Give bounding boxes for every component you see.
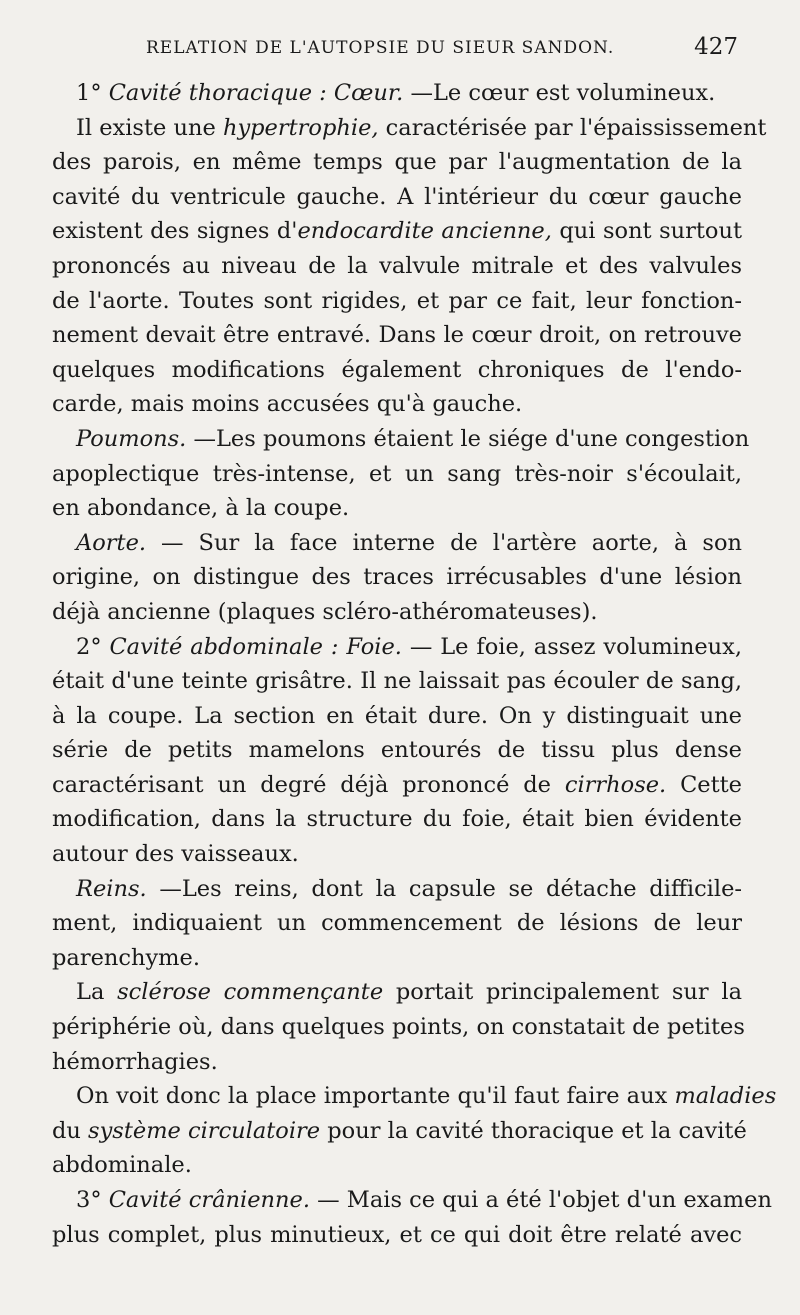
- body-text: [52, 76, 777, 1252]
- italic-text: Aorte.: [76, 529, 147, 556]
- text-span: abdominale.: [52, 1152, 192, 1179]
- italic-text: Cavité abdominale : Foie.: [109, 633, 402, 660]
- text-line: [52, 318, 742, 353]
- text-span: des parois, en même temps que par l'augmentation de la: [52, 149, 742, 176]
- text-line: [52, 1148, 742, 1183]
- text-span: qui sont surtout: [551, 218, 742, 245]
- text-line: [52, 733, 742, 768]
- text-line: [52, 284, 742, 319]
- page-number: 427: [694, 34, 738, 60]
- text-span: 2°: [76, 633, 110, 660]
- text-span: à la coupe. La section en était dure. On y distinguait une: [52, 702, 742, 729]
- italic-text: système circulatoire: [88, 1117, 321, 1144]
- italic-text: maladies: [674, 1083, 777, 1110]
- italic-text: endocardite ancienne,: [297, 218, 552, 245]
- text-span: origine, on distingue des traces irrécusables d'une lésion: [52, 564, 742, 591]
- italic-text: hypertrophie,: [222, 114, 379, 141]
- text-span: de l'aorte. Toutes sont rigides, et par ce fait, leur fonction-: [52, 287, 742, 314]
- italic-text: Cavité crânienne.: [108, 1187, 310, 1213]
- text-span: en abondance, à la coupe.: [52, 495, 350, 522]
- text-span: parenchyme.: [52, 944, 200, 971]
- text-span: —Les poumons étaient le siége d'une congestion: [186, 425, 750, 452]
- text-line: [52, 1079, 777, 1114]
- text-line: [52, 837, 742, 872]
- text-span: série de petits mamelons entourés de tissu plus dense: [52, 737, 742, 764]
- text-line: [52, 457, 742, 492]
- text-line: [52, 975, 742, 1010]
- text-line: [52, 872, 742, 907]
- text-span: — Sur la face interne de l'artère aorte, à son: [146, 529, 742, 556]
- text-line: [52, 1045, 742, 1080]
- text-line: [52, 595, 742, 630]
- text-line: [52, 768, 742, 803]
- text-span: déjà ancienne (plaques scléro-athéromateuses).: [52, 598, 598, 625]
- text-span: pour la cavité thoracique et la cavité: [320, 1117, 747, 1144]
- text-span: 1°: [76, 80, 109, 106]
- text-span: était d'une teinte grisâtre. Il ne laissait pas écouler de sang,: [52, 668, 742, 695]
- text-line: [52, 1010, 745, 1045]
- text-span: caractérisée par l'épaississement: [378, 114, 767, 141]
- text-line: [52, 249, 742, 284]
- text-span: 3°: [76, 1187, 109, 1213]
- text-line: [52, 180, 742, 215]
- text-span: quelques modifications également chroniques de l'endo-: [52, 356, 742, 383]
- text-span: existent des signes d': [52, 218, 298, 245]
- text-span: — Mais ce qui a été l'objet d'un examen: [310, 1187, 772, 1213]
- text-line: [52, 387, 742, 422]
- text-line: [52, 491, 742, 526]
- italic-text: Cavité thoracique : Cœur.: [108, 80, 404, 106]
- text-span: périphérie où, dans quelques points, on constatait de petites: [52, 1014, 745, 1041]
- text-span: modification, dans la structure du foie, était bien évidente: [52, 806, 742, 833]
- page-header: [0, 32, 800, 72]
- text-line: [52, 630, 742, 665]
- text-line: [52, 1218, 742, 1253]
- text-span: autour des vaisseaux.: [52, 841, 299, 868]
- text-span: ment, indiquaient un commencement de lésions de leur: [52, 910, 742, 937]
- text-line: [52, 145, 742, 180]
- text-span: hémorrhagies.: [52, 1048, 218, 1075]
- text-line: [52, 664, 742, 699]
- text-line: [52, 560, 742, 595]
- text-line: [52, 1183, 772, 1218]
- text-line: [52, 76, 742, 111]
- italic-text: Poumons.: [76, 425, 187, 452]
- text-span: plus complet, plus minutieux, et ce qui doit être relaté avec: [52, 1221, 742, 1248]
- text-span: On voit donc la place importante qu'il faut faire aux: [76, 1083, 675, 1110]
- text-span: —Les reins, dont la capsule se détache difficile-: [146, 875, 742, 902]
- text-span: prononcés au niveau de la valvule mitrale et des valvules: [52, 252, 742, 279]
- text-span: du: [52, 1117, 89, 1144]
- text-line: [52, 526, 742, 561]
- text-span: caractérisant un degré déjà prononcé de: [52, 771, 565, 798]
- italic-text: sclérose commençante: [117, 979, 384, 1006]
- text-span: La: [76, 979, 118, 1006]
- text-line: [52, 699, 742, 734]
- text-line: [52, 214, 742, 249]
- text-span: cavité du ventricule gauche. A l'intérieur du cœur gauche: [52, 183, 742, 210]
- italic-text: Reins.: [76, 875, 147, 902]
- text-span: —Le cœur est volumineux.: [403, 80, 716, 106]
- running-title: RELATION DE L'AUTOPSIE DU SIEUR SANDON.: [146, 38, 615, 58]
- text-line: [52, 941, 742, 976]
- text-line: [52, 1114, 747, 1149]
- text-span: portait principalement sur la: [383, 979, 742, 1006]
- text-span: Cette: [666, 771, 742, 798]
- text-span: carde, mais moins accusées qu'à gauche.: [52, 391, 523, 418]
- italic-text: cirrhose.: [564, 771, 667, 798]
- text-span: Il existe une: [76, 114, 223, 141]
- text-span: — Le foie, assez volumineux,: [401, 633, 742, 660]
- text-line: [52, 802, 742, 837]
- text-line: [52, 422, 750, 457]
- text-line: [52, 111, 767, 146]
- text-line: [52, 906, 742, 941]
- text-span: nement devait être entravé. Dans le cœur droit, on retrouve: [52, 322, 742, 349]
- text-span: apoplectique très-intense, et un sang très-noir s'écoulait,: [52, 460, 742, 487]
- text-line: [52, 353, 742, 388]
